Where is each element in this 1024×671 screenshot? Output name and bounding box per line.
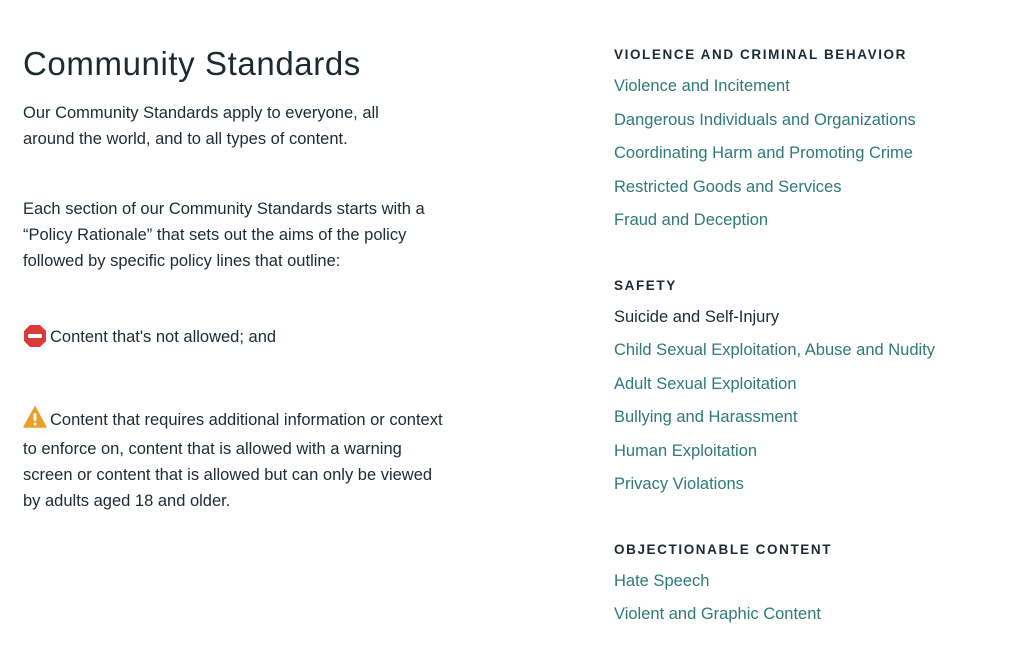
- nav-section-heading: OBJECTIONABLE CONTENT: [614, 541, 833, 557]
- nav-link-dangerous-individuals[interactable]: Dangerous Individuals and Organizations: [614, 110, 916, 129]
- nav-link-human-exploitation[interactable]: Human Exploitation: [614, 441, 758, 460]
- not-allowed-text: Content that's not allowed; and: [50, 328, 277, 346]
- nav-section-violence: [614, 46, 1014, 238]
- page-title: Community Standards: [23, 45, 361, 82]
- nav-link-coordinating-harm[interactable]: Coordinating Harm and Promoting Crime: [614, 144, 913, 162]
- nav-section-safety: [614, 277, 1014, 502]
- intro-column: [23, 42, 473, 514]
- warning-icon: [23, 406, 47, 436]
- policy-nav: [614, 46, 1014, 671]
- additional-info-item: [23, 406, 453, 514]
- not-allowed-item: [23, 324, 473, 356]
- rationale-paragraph: Each section of our Community Standards starts with a “Policy Rationale” that sets out the aims of the policy followed by specific policy lines that outline:: [23, 200, 425, 270]
- nav-link-adult-exploitation[interactable]: Adult Sexual Exploitation: [614, 374, 797, 393]
- nav-section-heading: VIOLENCE AND CRIMINAL BEHAVIOR: [614, 47, 908, 62]
- nav-link-suicide-self-injury[interactable]: Suicide and Self-Injury: [614, 307, 780, 326]
- nav-link-fraud-deception[interactable]: Fraud and Deception: [614, 211, 769, 229]
- nav-section-objectionable: [614, 541, 1014, 632]
- nav-link-violent-graphic[interactable]: Violent and Graphic Content: [614, 605, 821, 623]
- stop-sign-icon: [23, 324, 47, 356]
- nav-link-child-exploitation[interactable]: Child Sexual Exploitation, Abuse and Nudity: [614, 341, 936, 359]
- nav-link-violence-incitement[interactable]: Violence and Incitement: [614, 77, 790, 95]
- nav-link-privacy-violations[interactable]: Privacy Violations: [614, 475, 744, 493]
- nav-link-bullying-harassment[interactable]: Bullying and Harassment: [614, 408, 798, 426]
- additional-info-text: Content that requires additional information or context to enforce on, content that is allowed with a warning screen or content that is allowed but can only be viewed by adults aged 18 and older.: [23, 411, 443, 510]
- intro-paragraph: Our Community Standards apply to everyone, all around the world, and to all types of content.: [23, 104, 379, 148]
- nav-link-hate-speech[interactable]: Hate Speech: [614, 571, 710, 590]
- nav-link-restricted-goods[interactable]: Restricted Goods and Services: [614, 177, 842, 196]
- nav-section-heading: SAFETY: [614, 277, 677, 293]
